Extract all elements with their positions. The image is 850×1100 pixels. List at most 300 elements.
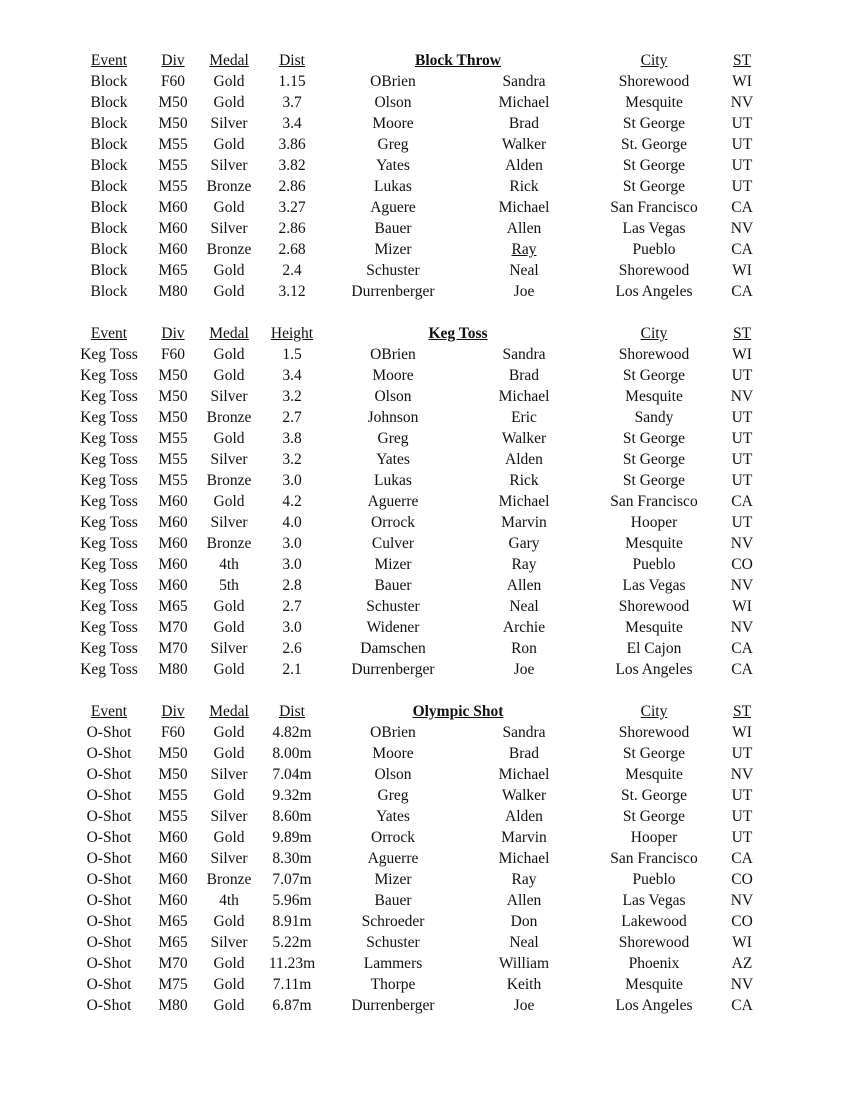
table-row (0, 176, 850, 197)
cell-division: M50 (158, 409, 188, 426)
cell-state: NV (730, 94, 754, 111)
cell-medal: Gold (213, 913, 245, 930)
cell-medal: 4th (219, 556, 239, 573)
cell-medal: Gold (213, 367, 245, 384)
cell-first-name: Marvin (501, 514, 547, 531)
cell-event: Block (90, 262, 128, 279)
cell-city: Los Angeles (615, 283, 693, 300)
cell-city: Mesquite (625, 766, 683, 783)
cell-state: CA (731, 661, 753, 678)
cell-first-name: Rick (509, 472, 539, 489)
cell-division: M65 (158, 598, 188, 615)
table-row (0, 785, 850, 806)
table-row (0, 638, 850, 659)
cell-first-name: Allen (506, 577, 542, 594)
cell-city: Los Angeles (615, 661, 693, 678)
cell-medal: 5th (219, 577, 239, 594)
cell-first-name: Keith (506, 976, 542, 993)
cell-event: Keg Toss (80, 388, 138, 405)
cell-division: M60 (158, 220, 188, 237)
cell-division: M55 (158, 451, 188, 468)
cell-medal: 4th (219, 892, 239, 909)
cell-state: CA (731, 241, 753, 258)
cell-state: CA (731, 493, 753, 510)
cell-event: Keg Toss (80, 556, 138, 573)
table-row (0, 533, 850, 554)
cell-event: O-Shot (86, 745, 132, 762)
cell-mark: 4.82m (272, 724, 312, 741)
cell-city: St George (622, 157, 686, 174)
cell-division: M60 (158, 871, 188, 888)
cell-first-name: Neal (509, 598, 539, 615)
cell-event: Keg Toss (80, 367, 138, 384)
table-row (0, 659, 850, 680)
cell-event: O-Shot (86, 850, 132, 867)
cell-mark: 3.12 (278, 283, 306, 300)
cell-state: CO (731, 913, 753, 930)
table-row (0, 71, 850, 92)
cell-event: Keg Toss (80, 514, 138, 531)
cell-event: Keg Toss (80, 409, 138, 426)
header-city: City (640, 52, 668, 69)
cell-division: F60 (160, 346, 186, 363)
cell-last-name: Thorpe (370, 976, 416, 993)
cell-mark: 1.15 (278, 73, 306, 90)
table-row (0, 890, 850, 911)
table-row (0, 218, 850, 239)
cell-division: M55 (158, 136, 188, 153)
cell-division: M50 (158, 367, 188, 384)
cell-state: UT (731, 157, 753, 174)
cell-division: M60 (158, 493, 188, 510)
cell-medal: Silver (210, 157, 248, 174)
cell-last-name: Schroeder (361, 913, 425, 930)
cell-division: M75 (158, 976, 188, 993)
cell-first-name: Alden (505, 157, 543, 174)
header-div: Div (161, 325, 185, 342)
cell-medal: Gold (213, 787, 245, 804)
cell-last-name: OBrien (370, 724, 416, 741)
cell-mark: 3.2 (282, 388, 302, 405)
cell-division: M60 (158, 199, 188, 216)
header-div: Div (161, 52, 185, 69)
cell-state: NV (730, 388, 754, 405)
table-row (0, 281, 850, 302)
cell-medal: Gold (213, 73, 245, 90)
header-medal: Medal (209, 703, 249, 720)
header-mark: Dist (279, 703, 305, 720)
cell-first-name: Michael (498, 388, 550, 405)
cell-last-name: Aguerre (367, 850, 419, 867)
cell-last-name: Greg (377, 787, 409, 804)
cell-state: AZ (731, 955, 753, 972)
cell-medal: Silver (210, 514, 248, 531)
cell-state: UT (731, 178, 753, 195)
cell-mark: 3.0 (282, 472, 302, 489)
cell-city: St George (622, 808, 686, 825)
cell-division: M55 (158, 430, 188, 447)
cell-last-name: Greg (377, 136, 409, 153)
section-title: Block Throw (415, 52, 501, 69)
cell-event: Keg Toss (80, 451, 138, 468)
cell-event: Block (90, 283, 128, 300)
cell-first-name: Michael (498, 766, 550, 783)
cell-last-name: OBrien (370, 346, 416, 363)
cell-division: M50 (158, 388, 188, 405)
cell-first-name: Brad (508, 745, 540, 762)
cell-event: Block (90, 136, 128, 153)
cell-mark: 7.04m (272, 766, 312, 783)
cell-medal: Silver (210, 451, 248, 468)
cell-last-name: Schuster (366, 934, 420, 951)
cell-mark: 8.60m (272, 808, 312, 825)
cell-medal: Bronze (206, 178, 252, 195)
cell-city: Shorewood (618, 724, 690, 741)
cell-first-name: Michael (498, 199, 550, 216)
table-row (0, 512, 850, 533)
cell-division: M65 (158, 934, 188, 951)
cell-mark: 2.68 (278, 241, 306, 258)
cell-division: M55 (158, 178, 188, 195)
cell-mark: 2.7 (282, 598, 302, 615)
cell-city: St George (622, 178, 686, 195)
cell-first-name: Brad (508, 367, 540, 384)
cell-medal: Gold (213, 199, 245, 216)
table-row (0, 155, 850, 176)
table-row (0, 386, 850, 407)
cell-state: UT (731, 808, 753, 825)
cell-state: NV (730, 766, 754, 783)
table-row (0, 344, 850, 365)
cell-division: F60 (160, 724, 186, 741)
cell-mark: 3.8 (282, 430, 302, 447)
cell-mark: 7.11m (272, 976, 312, 993)
cell-event: O-Shot (86, 724, 132, 741)
cell-event: Keg Toss (80, 472, 138, 489)
cell-medal: Silver (210, 640, 248, 657)
cell-mark: 3.4 (282, 367, 302, 384)
cell-last-name: Mizer (374, 241, 412, 258)
cell-city: St George (622, 451, 686, 468)
cell-division: M55 (158, 157, 188, 174)
cell-last-name: Moore (372, 115, 414, 132)
header-mark: Height (270, 325, 314, 342)
cell-city: Mesquite (625, 535, 683, 552)
cell-first-name: Ron (511, 640, 537, 657)
cell-division: M60 (158, 556, 188, 573)
cell-city: Hooper (630, 829, 678, 846)
cell-event: Keg Toss (80, 577, 138, 594)
cell-first-name: Alden (505, 808, 543, 825)
cell-mark: 3.0 (282, 619, 302, 636)
cell-event: Block (90, 199, 128, 216)
cell-division: M70 (158, 640, 188, 657)
cell-city: Shorewood (618, 934, 690, 951)
cell-division: M70 (158, 955, 188, 972)
cell-event: O-Shot (86, 892, 132, 909)
cell-event: Keg Toss (80, 619, 138, 636)
cell-state: UT (731, 514, 753, 531)
cell-city: Pueblo (632, 871, 676, 888)
cell-event: O-Shot (86, 934, 132, 951)
cell-medal: Silver (210, 850, 248, 867)
cell-first-name: Neal (509, 262, 539, 279)
cell-mark: 5.22m (272, 934, 312, 951)
cell-mark: 5.96m (272, 892, 312, 909)
cell-state: CA (731, 199, 753, 216)
cell-division: F60 (160, 73, 186, 90)
cell-first-name: Sandra (502, 724, 546, 741)
cell-city: St George (622, 472, 686, 489)
cell-division: M65 (158, 262, 188, 279)
header-medal: Medal (209, 52, 249, 69)
table-row (0, 449, 850, 470)
cell-state: UT (731, 451, 753, 468)
cell-last-name: Bauer (374, 892, 412, 909)
cell-event: O-Shot (86, 766, 132, 783)
cell-division: M60 (158, 577, 188, 594)
cell-event: Block (90, 157, 128, 174)
cell-first-name: Allen (506, 892, 542, 909)
header-row (0, 323, 850, 344)
cell-last-name: Yates (376, 157, 410, 174)
cell-medal: Gold (213, 598, 245, 615)
cell-city: Shorewood (618, 598, 690, 615)
cell-first-name: Ray (511, 241, 537, 258)
cell-medal: Gold (213, 955, 245, 972)
cell-first-name: Joe (513, 283, 535, 300)
cell-state: WI (732, 262, 752, 279)
cell-city: Las Vegas (622, 892, 686, 909)
cell-first-name: William (498, 955, 550, 972)
cell-last-name: Lukas (374, 178, 412, 195)
cell-event: O-Shot (86, 808, 132, 825)
cell-last-name: Schuster (366, 598, 420, 615)
table-row (0, 596, 850, 617)
table-row (0, 722, 850, 743)
cell-state: CA (731, 997, 753, 1014)
table-row (0, 617, 850, 638)
cell-medal: Silver (210, 388, 248, 405)
table-row (0, 407, 850, 428)
table-row (0, 575, 850, 596)
cell-city: Mesquite (625, 619, 683, 636)
cell-last-name: Lukas (374, 472, 412, 489)
header-state: ST (732, 325, 752, 342)
cell-mark: 2.7 (282, 409, 302, 426)
cell-first-name: Joe (513, 997, 535, 1014)
cell-city: El Cajon (626, 640, 682, 657)
cell-division: M55 (158, 472, 188, 489)
cell-mark: 11.23m (268, 955, 316, 972)
cell-state: UT (731, 829, 753, 846)
cell-mark: 9.32m (272, 787, 312, 804)
cell-medal: Gold (213, 997, 245, 1014)
cell-state: UT (731, 136, 753, 153)
table-row (0, 869, 850, 890)
table-row (0, 197, 850, 218)
table-row (0, 365, 850, 386)
cell-state: NV (730, 619, 754, 636)
cell-mark: 8.30m (272, 850, 312, 867)
cell-division: M60 (158, 850, 188, 867)
cell-city: San Francisco (610, 199, 698, 216)
cell-mark: 6.87m (272, 997, 312, 1014)
cell-last-name: Olson (374, 388, 412, 405)
cell-city: St George (622, 115, 686, 132)
cell-event: O-Shot (86, 829, 132, 846)
cell-division: M80 (158, 283, 188, 300)
cell-event: Keg Toss (80, 661, 138, 678)
cell-state: UT (731, 745, 753, 762)
cell-first-name: Joe (513, 661, 535, 678)
cell-event: O-Shot (86, 997, 132, 1014)
header-event: Event (90, 703, 128, 720)
cell-city: St. George (620, 136, 688, 153)
cell-state: UT (731, 787, 753, 804)
cell-city: Pueblo (632, 241, 676, 258)
cell-last-name: Aguere (370, 199, 416, 216)
cell-first-name: Walker (501, 787, 547, 804)
table-row (0, 995, 850, 1016)
cell-medal: Bronze (206, 535, 252, 552)
section-keg-toss (0, 323, 850, 680)
table-row (0, 827, 850, 848)
cell-medal: Gold (213, 829, 245, 846)
cell-last-name: Yates (376, 451, 410, 468)
cell-last-name: Durrenberger (351, 661, 435, 678)
table-row (0, 911, 850, 932)
table-row (0, 113, 850, 134)
cell-division: M50 (158, 94, 188, 111)
cell-state: UT (731, 430, 753, 447)
table-row (0, 764, 850, 785)
cell-city: St George (622, 745, 686, 762)
cell-division: M55 (158, 787, 188, 804)
cell-last-name: Johnson (367, 409, 419, 426)
table-row (0, 554, 850, 575)
cell-medal: Silver (210, 115, 248, 132)
cell-medal: Silver (210, 934, 248, 951)
cell-mark: 2.86 (278, 178, 306, 195)
cell-city: Las Vegas (622, 220, 686, 237)
cell-medal: Silver (210, 808, 248, 825)
cell-first-name: Walker (501, 430, 547, 447)
cell-last-name: Schuster (366, 262, 420, 279)
cell-medal: Bronze (206, 241, 252, 258)
cell-division: M60 (158, 535, 188, 552)
cell-mark: 3.0 (282, 556, 302, 573)
cell-event: O-Shot (86, 913, 132, 930)
cell-division: M80 (158, 661, 188, 678)
cell-mark: 7.07m (272, 871, 312, 888)
cell-state: UT (731, 367, 753, 384)
table-row (0, 92, 850, 113)
cell-last-name: Mizer (374, 556, 412, 573)
cell-city: Mesquite (625, 94, 683, 111)
cell-first-name: Ray (511, 871, 537, 888)
cell-city: Las Vegas (622, 577, 686, 594)
cell-mark: 3.82 (278, 157, 306, 174)
cell-city: St. George (620, 787, 688, 804)
cell-state: UT (731, 115, 753, 132)
header-medal: Medal (209, 325, 249, 342)
cell-last-name: OBrien (370, 73, 416, 90)
cell-mark: 2.6 (282, 640, 302, 657)
cell-first-name: Gary (508, 535, 540, 552)
cell-first-name: Michael (498, 94, 550, 111)
cell-city: San Francisco (610, 493, 698, 510)
cell-state: NV (730, 220, 754, 237)
cell-first-name: Neal (509, 934, 539, 951)
table-row (0, 428, 850, 449)
cell-first-name: Sandra (502, 73, 546, 90)
cell-state: CA (731, 640, 753, 657)
header-city: City (640, 703, 668, 720)
cell-medal: Bronze (206, 871, 252, 888)
cell-city: San Francisco (610, 850, 698, 867)
table-row (0, 806, 850, 827)
cell-last-name: Olson (374, 94, 412, 111)
table-row (0, 953, 850, 974)
cell-last-name: Orrock (371, 829, 415, 846)
header-div: Div (161, 703, 185, 720)
table-row (0, 848, 850, 869)
cell-event: Keg Toss (80, 640, 138, 657)
cell-first-name: Michael (498, 850, 550, 867)
cell-mark: 3.86 (278, 136, 306, 153)
header-event: Event (90, 52, 128, 69)
cell-medal: Gold (213, 493, 245, 510)
cell-medal: Silver (210, 220, 248, 237)
cell-state: NV (730, 535, 754, 552)
cell-last-name: Greg (377, 430, 409, 447)
cell-first-name: Marvin (501, 829, 547, 846)
cell-medal: Gold (213, 94, 245, 111)
table-row (0, 239, 850, 260)
cell-event: Block (90, 73, 128, 90)
header-event: Event (90, 325, 128, 342)
cell-city: Shorewood (618, 346, 690, 363)
cell-last-name: Orrock (371, 514, 415, 531)
cell-division: M50 (158, 745, 188, 762)
cell-medal: Gold (213, 262, 245, 279)
cell-first-name: Don (510, 913, 538, 930)
cell-state: UT (731, 472, 753, 489)
cell-mark: 2.86 (278, 220, 306, 237)
table-row (0, 743, 850, 764)
cell-last-name: Damschen (360, 640, 426, 657)
cell-state: CO (731, 556, 753, 573)
cell-state: WI (732, 934, 752, 951)
cell-event: Keg Toss (80, 535, 138, 552)
cell-event: Keg Toss (80, 493, 138, 510)
cell-division: M50 (158, 766, 188, 783)
cell-mark: 3.27 (278, 199, 306, 216)
cell-last-name: Mizer (374, 871, 412, 888)
cell-city: St George (622, 367, 686, 384)
cell-first-name: Michael (498, 493, 550, 510)
section-block-throw (0, 50, 850, 302)
cell-event: Block (90, 241, 128, 258)
cell-last-name: Durrenberger (351, 997, 435, 1014)
cell-medal: Bronze (206, 409, 252, 426)
cell-last-name: Bauer (374, 577, 412, 594)
cell-medal: Gold (213, 619, 245, 636)
cell-last-name: Culver (371, 535, 415, 552)
cell-mark: 3.4 (282, 115, 302, 132)
cell-last-name: Lammers (363, 955, 423, 972)
